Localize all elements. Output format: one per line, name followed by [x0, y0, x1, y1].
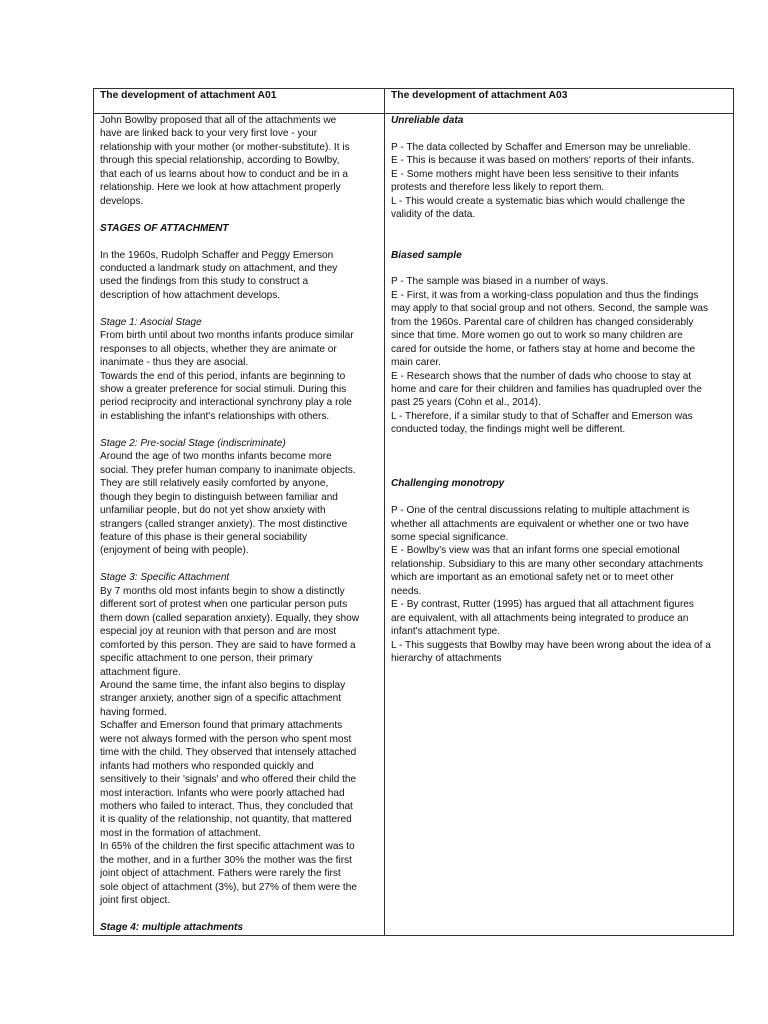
biased-paragraph — [391, 275, 727, 436]
text-line: L - This suggests that Bowlby may have been wrong about the idea of a — [391, 639, 711, 651]
text-line: joint object of attachment. Fathers were rarely the first — [100, 868, 341, 880]
text-line: used the findings from this study to construct a — [100, 276, 309, 288]
stages-heading: STAGES OF ATTACHMENT — [100, 222, 229, 234]
monotropy-paragraph — [391, 504, 727, 665]
text-line: relationship with your mother (or mother-substitute). It is — [100, 141, 350, 153]
text-line: develops. — [100, 195, 144, 207]
stage2-paragraph — [100, 450, 378, 558]
text-line: have are linked back to your very first love - your — [100, 128, 318, 140]
stage1-paragraph — [100, 329, 378, 423]
text-line: description of how attachment develops. — [100, 289, 281, 301]
text-line: Around the same time, the infant also begins to display — [100, 679, 346, 691]
text-line: strangers (called stranger anxiety). The most distinctive — [100, 518, 348, 530]
text-line: inanimate - thus they are asocial. — [100, 357, 249, 369]
text-line: in establishing the infant's relationships with others. — [100, 410, 330, 422]
text-line: unfamiliar people, but do not yet show anxiety with — [100, 505, 326, 517]
text-line: conducted a landmark study on attachment, and they — [100, 262, 338, 274]
text-line: sole object of attachment (3%), but 27% of them were the — [100, 881, 357, 893]
text-line: Towards the end of this period, infants are beginning to — [100, 370, 346, 382]
text-line: (enjoyment of being with people). — [100, 545, 249, 557]
content-row — [94, 114, 734, 936]
text-line: P - The data collected by Schaffer and Emerson may be unreliable. — [391, 141, 691, 153]
a03-header: The development of attachment A03 — [385, 89, 734, 114]
text-line: are equivalent, with all attachments being integrated to produce an — [391, 612, 689, 624]
text-line: were not always formed with the person who spent most — [100, 733, 352, 745]
text-line: E - Research shows that the number of dads who choose to stay at — [391, 370, 692, 382]
text-line: especial joy at reunion with that person and are most — [100, 626, 337, 638]
text-line: though they begin to distinguish between familiar and — [100, 491, 338, 503]
text-line: sensitively to their 'signals' and who offered their child the — [100, 774, 357, 786]
a01-header: The development of attachment A01 — [94, 89, 385, 114]
text-line: Around the age of two months infants become more — [100, 451, 332, 463]
text-line: time with the child. They observed that intensely attached — [100, 747, 357, 759]
text-line: P - One of the central discussions relating to multiple attachment is — [391, 505, 690, 517]
text-line: them down (called separation anxiety). Equally, they show — [100, 612, 360, 624]
text-line: John Bowlby proposed that all of the attachments we — [100, 115, 337, 126]
text-line: E - Bowlby's view was that an infant forms one special emotional — [391, 545, 680, 557]
text-line: specific attachment to one person, their primary — [100, 653, 313, 665]
text-line: that each of us learns about how to conduct and be in a — [100, 168, 349, 180]
text-line: most interaction. Infants who were poorly attached had — [100, 787, 345, 799]
text-line: From birth until about two months infants produce similar — [100, 330, 354, 342]
text-line: validity of the data. — [391, 209, 476, 221]
header-row — [94, 89, 734, 114]
text-line: show a greater preference for social stimuli. During this — [100, 384, 347, 396]
text-line: relationship. Here we look at how attachment properly — [100, 182, 341, 194]
text-line: which are important as an emotional safety net or to meet other — [391, 572, 674, 584]
text-line: mothers who failed to interact. Thus, they concluded that — [100, 801, 353, 813]
text-line: protests and therefore less likely to report them. — [391, 182, 605, 194]
text-line: since that time. More women go out to work so many children are — [391, 330, 683, 342]
text-line: E - First, it was from a working-class population and thus the findings — [391, 289, 699, 301]
text-line: social. They prefer human company to inanimate objects. — [100, 464, 356, 476]
text-line: E - This is because it was based on mothers' reports of their infants. — [391, 155, 695, 167]
text-line: having formed. — [100, 706, 167, 718]
stage3-paragraph — [100, 585, 378, 908]
biased-title: Biased sample — [391, 249, 462, 261]
text-line: cared for outside the home, or fathers stay at home and become the — [391, 343, 696, 355]
text-line: L - This would create a systematic bias which would challenge the — [391, 195, 685, 207]
text-line: P - The sample was biased in a number of ways. — [391, 276, 609, 288]
text-line: different sort of protest when one particular person puts — [100, 599, 348, 611]
background-paragraph — [100, 249, 378, 303]
unreliable-paragraph — [391, 141, 727, 222]
text-line: past 25 years (Cohn et al., 2014). — [391, 397, 541, 409]
intro-paragraph — [100, 114, 378, 208]
text-line: needs. — [391, 585, 422, 597]
text-line: period reciprocity and interactional synchrony play a role — [100, 397, 352, 409]
text-line: Schaffer and Emerson found that primary attachments — [100, 720, 343, 732]
text-line: most in the formation of attachment. — [100, 827, 262, 839]
stage3-title: Stage 3: Specific Attachment — [100, 572, 230, 584]
text-line: may apply to that social group and not others. Second, the sample was — [391, 303, 709, 315]
stage1-title: Stage 1: Asocial Stage — [100, 316, 202, 328]
text-line: responses to all objects, whether they are animate or — [100, 343, 337, 355]
text-line: L - Therefore, if a similar study to that of Schaffer and Emerson was — [391, 410, 693, 422]
text-line: In the 1960s, Rudolph Schaffer and Peggy Emerson — [100, 249, 334, 261]
a01-content — [94, 114, 385, 936]
text-line: In 65% of the children the first specific attachment was to — [100, 841, 355, 853]
monotropy-title: Challenging monotropy — [391, 478, 505, 490]
attachment-table — [93, 88, 734, 936]
stage2-title: Stage 2: Pre-social Stage (indiscriminate) — [100, 437, 286, 449]
text-line: home and care for their children and families has quadrupled over the — [391, 384, 702, 396]
text-line: E - Some mothers might have been less sensitive to their infants — [391, 168, 679, 180]
text-line: it is quality of the relationship, not quantity, that mattered — [100, 814, 352, 826]
a03-content — [385, 114, 734, 936]
text-line: infant's attachment type. — [391, 626, 501, 638]
stage4-title: Stage 4: multiple attachments — [100, 922, 244, 934]
text-line: feature of this phase is their general sociability — [100, 531, 308, 543]
text-line: relationship. Subsidiary to this are many other secondary attachments — [391, 558, 703, 570]
text-line: the mother, and in a further 30% the mother was the first — [100, 854, 352, 866]
text-line: conducted today, the findings might well be different. — [391, 424, 626, 436]
text-line: E - By contrast, Rutter (1995) has argued that all attachment figures — [391, 599, 694, 611]
text-line: hierarchy of attachments — [391, 653, 502, 665]
unreliable-title: Unreliable data — [391, 115, 464, 126]
text-line: joint first object. — [100, 895, 171, 907]
text-line: stranger anxiety, another sign of a specific attachment — [100, 693, 342, 705]
text-line: some special significance. — [391, 531, 509, 543]
text-line: They are still relatively easily comforted by anyone, — [100, 478, 329, 490]
text-line: By 7 months old most infants begin to show a distinctly — [100, 585, 345, 597]
text-line: through this special relationship, according to Bowlby, — [100, 155, 340, 167]
text-line: infants had mothers who responded quickly and — [100, 760, 314, 772]
text-line: main carer. — [391, 357, 441, 369]
text-line: whether all attachments are equivalent or whether one or two have — [391, 518, 689, 530]
text-line: attachment figure. — [100, 666, 181, 678]
text-line: from the 1960s. Parental care of children has changed considerably — [391, 316, 694, 328]
text-line: comforted by this person. They are said to have formed a — [100, 639, 356, 651]
